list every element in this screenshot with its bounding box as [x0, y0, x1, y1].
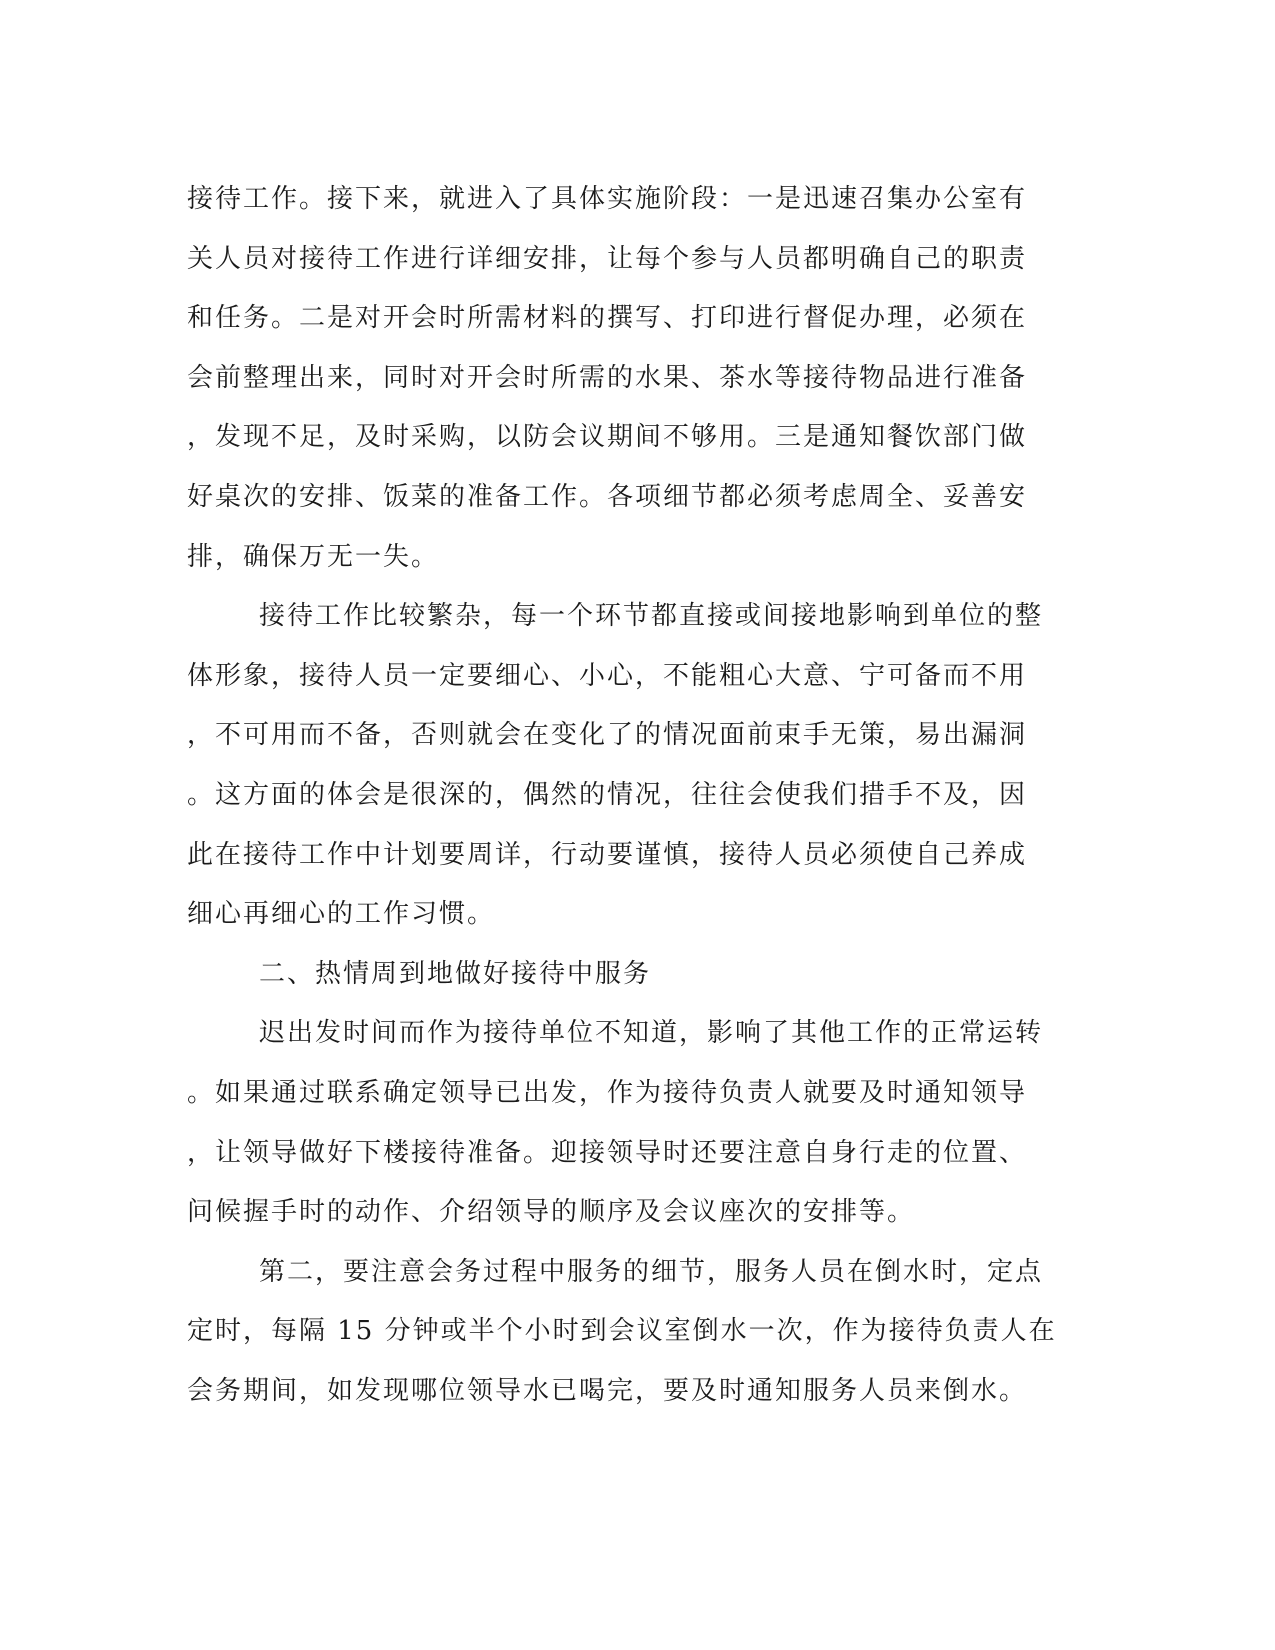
- paragraph-meeting-service: 第二，要注意会务过程中服务的细节，服务人员在倒水时，定点 定时，每隔 15 分钟或半个小时到会议室倒水一次，作为接待负责人在 会务期间，如发现哪位领导水已喝完，要及时通知服务人员来倒水。: [187, 1256, 1057, 1406]
- document-body: [187, 170, 1067, 1421]
- paragraph-continuation: 接待工作。接下来，就进入了具体实施阶段：一是迅速召集办公室有 关人员对接待工作进行详细安排，让每个参与人员都明确自己的职责 和任务。二是对开会时所需材料的撰写、打印进行督促办理，必须在 会前整理出来，同时对开会时所需的水果、茶水等接待物品进行准备 ，发现不足，及时采购，以防会议期间不够用。三是通知餐饮部门做 好桌次的安排、饭菜的准备工作。各项细节都必须考虑周全、妥善安 排，确保万无一失。: [187, 184, 1028, 572]
- section-heading: 二、热情周到地做好接待中服务: [259, 958, 652, 989]
- paragraph-reception-complexity: 接待工作比较繁杂，每一个环节都直接或间接地影响到单位的整 体形象，接待人员一定要细心、小心，不能粗心大意、宁可备而不用 ，不可用而不备，否则就会在变化了的情况面前束手无策，易出漏洞 。这方面的体会是很深的，偶然的情况，往往会使我们措手不及，因 此在接待工作中计划要周详，行动要谨慎，接待人员必须使自己养成 细心再细心的工作习惯。: [187, 601, 1044, 930]
- paragraph-departure-notice: 迟出发时间而作为接待单位不知道，影响了其他工作的正常运转 。如果通过联系确定领导已出发，作为接待负责人就要及时通知领导 ，让领导做好下楼接待准备。迎接领导时还要注意自身行走的位置、 问候握手时的动作、介绍领导的顺序及会议座次的安排等。: [187, 1018, 1044, 1228]
